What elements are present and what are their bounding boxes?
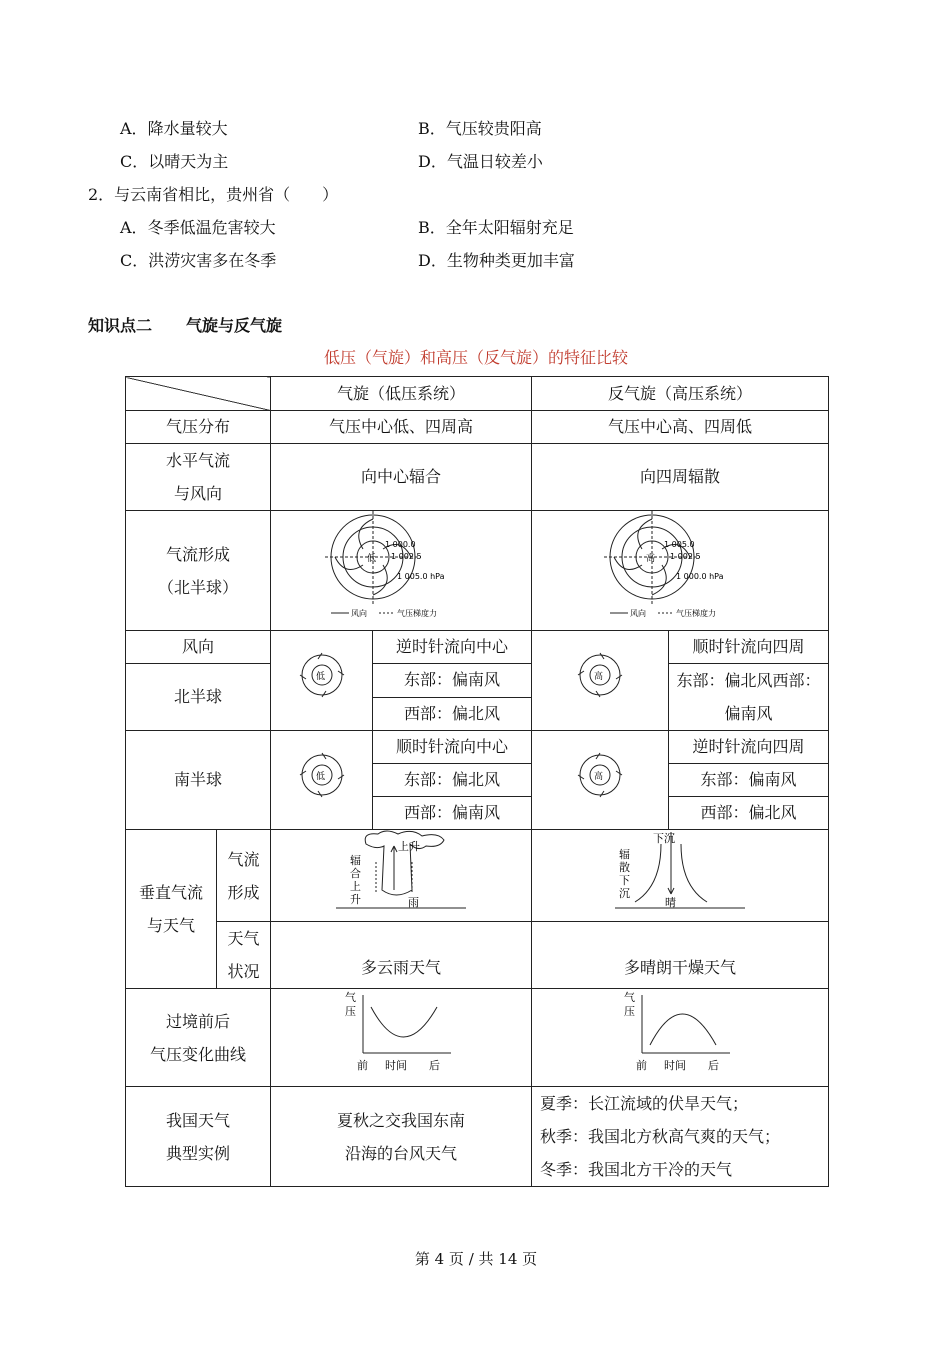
svg-text:辐: 辐 xyxy=(619,848,631,861)
q2-stem: 2．与云南省相比，贵州省（ ） xyxy=(88,185,339,204)
anticyclone-weather: 多晴朗干燥天气 xyxy=(532,922,829,989)
north-hemisphere-label: 北半球 xyxy=(126,664,271,731)
svg-text:低: 低 xyxy=(315,672,325,682)
sh-anticyclone-west: 西部：偏北风 xyxy=(669,797,829,830)
sh-low-circulation-icon xyxy=(297,750,347,800)
south-hemisphere-label: 南半球 xyxy=(126,731,271,830)
section-label: 知识点二 xyxy=(88,316,153,335)
sh-anticyclone-east: 东部：偏南风 xyxy=(669,764,829,797)
sh-high-symbol xyxy=(532,731,669,830)
q2-option-d: D．生物种类更加丰富 xyxy=(418,251,575,270)
anticyclone-examples: 夏季：长江流域的伏旱天气； 秋季：我国北方秋高气爽的天气； 冬季：我国北方干冷的天气 xyxy=(532,1087,829,1187)
sinking-air-diagram xyxy=(605,830,755,910)
sh-cyclone-west: 西部：偏南风 xyxy=(373,797,532,830)
svg-text:前: 前 xyxy=(636,1059,648,1072)
svg-text:低: 低 xyxy=(315,771,325,782)
svg-text:时间: 时间 xyxy=(664,1059,687,1072)
cyclone-example: 夏秋之交我国东南 沿海的台风天气 xyxy=(271,1087,532,1187)
horizontal-label: 水平气流 与风向 xyxy=(126,444,271,511)
svg-text:高: 高 xyxy=(646,554,656,564)
nh-cyclone-east: 东部：偏南风 xyxy=(373,664,532,698)
wind-label: 风向 xyxy=(126,631,271,664)
svg-text:1 000.0 hPa: 1 000.0 hPa xyxy=(676,572,724,581)
vertical-anticyclone-figure xyxy=(532,830,829,922)
section-heading xyxy=(88,313,282,336)
svg-text:气压梯度力: 气压梯度力 xyxy=(397,609,437,618)
svg-text:下: 下 xyxy=(619,874,631,887)
svg-text:1 002.5: 1 002.5 xyxy=(391,552,422,561)
q1-option-b: B．气压较贵阳高 xyxy=(418,119,542,138)
nh-cyclone-direction: 逆时针流向中心 xyxy=(373,631,532,664)
svg-text:下沉: 下沉 xyxy=(653,832,676,845)
nh-anticyclone-direction: 顺时针流向四周 xyxy=(669,631,829,664)
q2-option-b: B．全年太阳辐射充足 xyxy=(418,218,574,237)
svg-text:1 000.0: 1 000.0 xyxy=(385,540,416,549)
vertical-flow-label: 气流 形成 xyxy=(217,830,271,922)
sh-high-circulation-icon xyxy=(575,750,625,800)
cyclone-pressure-curve xyxy=(341,989,461,1075)
anticyclone-isobar-diagram xyxy=(600,511,760,619)
svg-text:低: 低 xyxy=(367,554,377,564)
section-title: 气旋与反气旋 xyxy=(186,316,283,335)
svg-text:合: 合 xyxy=(350,867,361,880)
sh-cyclone-east: 东部：偏北风 xyxy=(373,764,532,797)
sh-low-symbol xyxy=(271,731,373,830)
cyclone-isobar-diagram xyxy=(321,511,481,619)
svg-text:升: 升 xyxy=(350,893,361,906)
horizontal-anticyclone: 向四周辐散 xyxy=(532,444,829,511)
svg-text:时间: 时间 xyxy=(385,1059,407,1072)
svg-text:前: 前 xyxy=(357,1059,368,1072)
svg-text:后: 后 xyxy=(429,1059,440,1072)
vertical-label: 垂直气流 与天气 xyxy=(126,830,217,989)
svg-text:散: 散 xyxy=(619,861,631,874)
header-corner xyxy=(126,377,271,411)
nh-cyclone-west: 西部：偏北风 xyxy=(373,697,532,731)
svg-text:沉: 沉 xyxy=(619,887,631,900)
nh-high-circulation-icon xyxy=(575,650,625,700)
rising-air-diagram xyxy=(326,830,476,910)
anticyclone-pressure-curve xyxy=(620,989,740,1075)
sh-anticyclone-direction: 逆时针流向四周 xyxy=(669,731,829,764)
q1-option-d: D．气温日较差小 xyxy=(418,152,543,171)
cyclone-weather: 多云雨天气 xyxy=(271,922,532,989)
cyclone-curve-cell xyxy=(271,989,532,1087)
examples-label: 我国天气 典型实例 xyxy=(126,1087,271,1187)
horizontal-cyclone: 向中心辐合 xyxy=(271,444,532,511)
pressure-label: 气压分布 xyxy=(126,411,271,444)
vertical-cyclone-figure xyxy=(271,830,532,922)
svg-text:上: 上 xyxy=(350,880,361,893)
svg-text:高: 高 xyxy=(594,672,604,682)
svg-text:1 002.5: 1 002.5 xyxy=(670,552,701,561)
svg-text:压: 压 xyxy=(345,1005,356,1018)
vertical-weather-label: 天气 状况 xyxy=(217,922,271,989)
svg-text:雨: 雨 xyxy=(408,896,419,909)
svg-text:后: 后 xyxy=(708,1059,720,1072)
sh-cyclone-direction: 顺时针流向中心 xyxy=(373,731,532,764)
q1-option-c: C．以晴天为主 xyxy=(120,152,229,171)
svg-text:风向: 风向 xyxy=(630,609,647,618)
anticyclone-curve-cell xyxy=(532,989,829,1087)
svg-text:气: 气 xyxy=(624,991,636,1004)
svg-text:气: 气 xyxy=(345,991,356,1004)
svg-text:压: 压 xyxy=(624,1005,636,1018)
formation-anticyclone-figure xyxy=(532,511,829,631)
q2-option-c: C．洪涝灾害多在冬季 xyxy=(120,251,277,270)
pressure-cyclone: 气压中心低、四周高 xyxy=(271,411,532,444)
header-cyclone: 气旋（低压系统） xyxy=(271,377,532,411)
svg-text:1 005.0: 1 005.0 xyxy=(664,540,695,549)
svg-text:辐: 辐 xyxy=(350,854,361,867)
q1-option-a: A．降水量较大 xyxy=(120,119,228,138)
nh-high-symbol xyxy=(532,631,669,731)
nh-low-circulation-icon xyxy=(297,650,347,700)
table-title: 低压（气旋）和高压（反气旋）的特征比较 xyxy=(323,348,628,367)
svg-text:气压梯度力: 气压梯度力 xyxy=(676,609,717,618)
svg-text:风向: 风向 xyxy=(351,609,367,618)
pressure-anticyclone: 气压中心高、四周低 xyxy=(532,411,829,444)
curve-label: 过境前后 气压变化曲线 xyxy=(126,989,271,1087)
header-anticyclone: 反气旋（高压系统） xyxy=(532,377,829,411)
q2-option-a: A．冬季低温危害较大 xyxy=(120,218,276,237)
comparison-table xyxy=(125,376,829,1187)
nh-anticyclone-east-west: 东部：偏北风西部： 偏南风 xyxy=(669,664,829,731)
svg-text:晴: 晴 xyxy=(665,896,677,909)
formation-label: 气流形成 （北半球） xyxy=(126,511,271,631)
page-footer: 第 4 页 / 共 14 页 xyxy=(414,1250,538,1268)
nh-low-symbol xyxy=(271,631,373,731)
formation-cyclone-figure xyxy=(271,511,532,631)
svg-text:上升: 上升 xyxy=(398,840,420,853)
svg-text:1 005.0 hPa: 1 005.0 hPa xyxy=(397,572,445,581)
svg-text:高: 高 xyxy=(594,771,604,782)
